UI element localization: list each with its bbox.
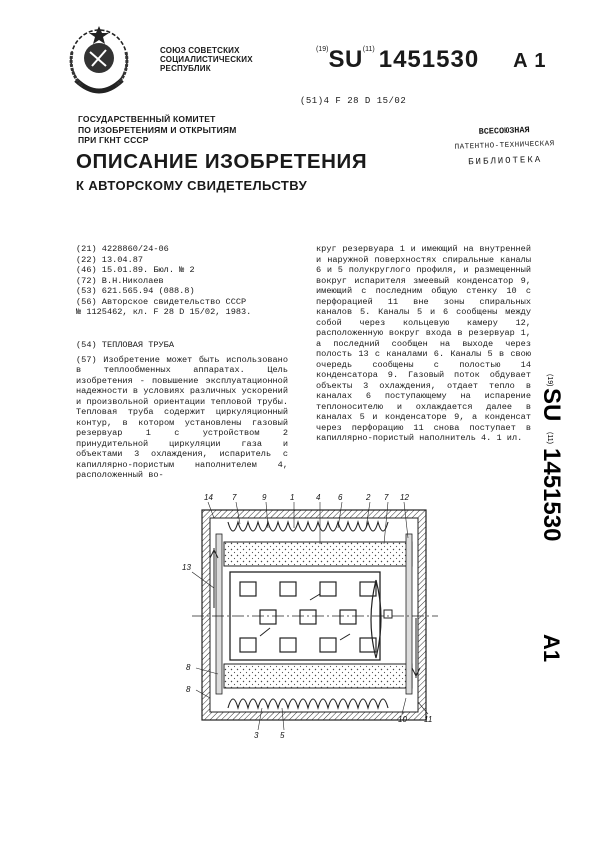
fig-label: 12 bbox=[400, 493, 409, 502]
committee-line: ГОСУДАРСТВЕННЫЙ КОМИТЕТ bbox=[78, 114, 216, 124]
fig-label: 11 bbox=[424, 715, 433, 724]
fig-label: 8 bbox=[186, 685, 191, 694]
issuer-line: СОЦИАЛИСТИЧЕСКИХ bbox=[160, 55, 253, 64]
fig-label: 4 bbox=[316, 493, 321, 502]
fig-label: 3 bbox=[254, 731, 259, 740]
fig-label: 5 bbox=[280, 731, 285, 740]
biblio-line: (72) В.Н.Николаев bbox=[76, 275, 164, 286]
invention-title: (54) ТЕПЛОВАЯ ТРУБА bbox=[76, 340, 174, 350]
fig-label: 7 bbox=[384, 493, 389, 502]
committee-line: ПРИ ГКНТ СССР bbox=[78, 135, 149, 145]
ipc-classification: (51)4 F 28 D 15/02 bbox=[300, 96, 407, 106]
side-country: SU bbox=[538, 388, 565, 422]
issuer-block bbox=[160, 46, 253, 73]
abstract-right-column: круг резервуара 1 и имеющий на внутренней и наружной поверхностях спиральные каналы 6 и 5 полукруглого профиля, и размещенный вокруг испарителя змеевый конденсатор 9, имеющий с последним общую стенку 10 с перфорацией 11 вне зоны спиральных каналов 5. Каналы 5 и 6 сообщены между собой через кольцевую камеру 12, расположенную вокруг входа в резервуар 1, а последний сообщен на выходе через полость 13 с каналами 6. Каналы 5 в свою очередь сообщены с полостью 14 конденсатора 9. Газовый поток обдувает объекты 3 охлаждения, отдает тепло в каналах 6 поступающему на испарение теплоносителю и охлаждается далее в каналах 5 и конденсаторе 9, а конденсат через перфорацию 11 снова поступает в капиллярно-пористый наполнитель 4. 1 ил. bbox=[316, 244, 531, 443]
side-document-number bbox=[536, 372, 576, 692]
fig-label: 2 bbox=[366, 493, 371, 502]
side-kind: A1 bbox=[539, 634, 564, 663]
biblio-line: (53) 621.565.94 (088.8) bbox=[76, 286, 195, 296]
fig-label: 14 bbox=[204, 493, 213, 502]
document-number-block bbox=[316, 46, 547, 74]
side-code-19: (19) bbox=[546, 374, 553, 387]
fig-label: 6 bbox=[338, 493, 343, 502]
committee-line: ПО ИЗОБРЕТЕНИЯМ И ОТКРЫТИЯМ bbox=[78, 124, 237, 135]
country-code: SU bbox=[328, 46, 363, 73]
biblio-line: (21) 4228860/24-06 bbox=[76, 244, 169, 254]
fig-label: 1 bbox=[290, 493, 295, 502]
fig-label: 9 bbox=[262, 493, 267, 502]
library-stamp bbox=[444, 124, 566, 186]
stamp-line: ПАТЕНТНО-ТЕХНИЧЕСКАЯ bbox=[454, 140, 555, 152]
fig-label: 10 bbox=[398, 715, 407, 724]
stamp-line: ВСЕСОЮЗНАЯ bbox=[478, 125, 530, 137]
heat-pipe-drawing bbox=[170, 488, 460, 744]
document-subtitle: К АВТОРСКОМУ СВИДЕТЕЛЬСТВУ bbox=[76, 178, 308, 193]
ussr-emblem bbox=[62, 22, 136, 102]
bibliographic-data bbox=[76, 244, 286, 318]
biblio-line: (22) 13.04.87 bbox=[76, 254, 144, 265]
stamp-line: БИБЛИОТЕКА bbox=[468, 154, 543, 168]
fig-label: 8 bbox=[186, 663, 191, 672]
biblio-line: (46) 15.01.89. Бюл. № 2 bbox=[76, 265, 195, 275]
patent-number: 1451530 bbox=[378, 46, 480, 73]
side-code-11: (11) bbox=[546, 432, 553, 444]
issuer-line: СОЮЗ СОВЕТСКИХ bbox=[160, 46, 240, 55]
code-11: (11) bbox=[362, 46, 375, 53]
biblio-line: (56) Авторское свидетельство СССР bbox=[76, 296, 247, 307]
document-title: ОПИСАНИЕ ИЗОБРЕТЕНИЯ bbox=[76, 150, 368, 173]
abstract-text-left: (57) Изобретение может быть использовано в теплообменных аппаратах. Цель изобретения - повышение эксплуатационной надежности в условиях различных ускорений и произвольной ориентации тепловой трубы. Тепловая труба содержит циркуляционный контур, в котором установлены газовый резервуар 1 с устройством 2 принудительной циркуляции газа и объектами 3 охлаждения, испаритель с капиллярно-пористым наполнителем 4, расположенный во- bbox=[76, 354, 288, 480]
issuer-line: РЕСПУБЛИК bbox=[160, 64, 211, 73]
committee-block bbox=[78, 114, 236, 146]
fig-label: 7 bbox=[232, 493, 237, 502]
kind-code: A 1 bbox=[513, 50, 547, 72]
biblio-line: № 1125462, кл. F 28 D 15/02, 1983. bbox=[76, 307, 252, 317]
side-number: 1451530 bbox=[538, 448, 565, 542]
code-19: (19) bbox=[316, 46, 329, 53]
fig-label: 13 bbox=[182, 563, 191, 572]
abstract-left-column bbox=[76, 340, 288, 481]
